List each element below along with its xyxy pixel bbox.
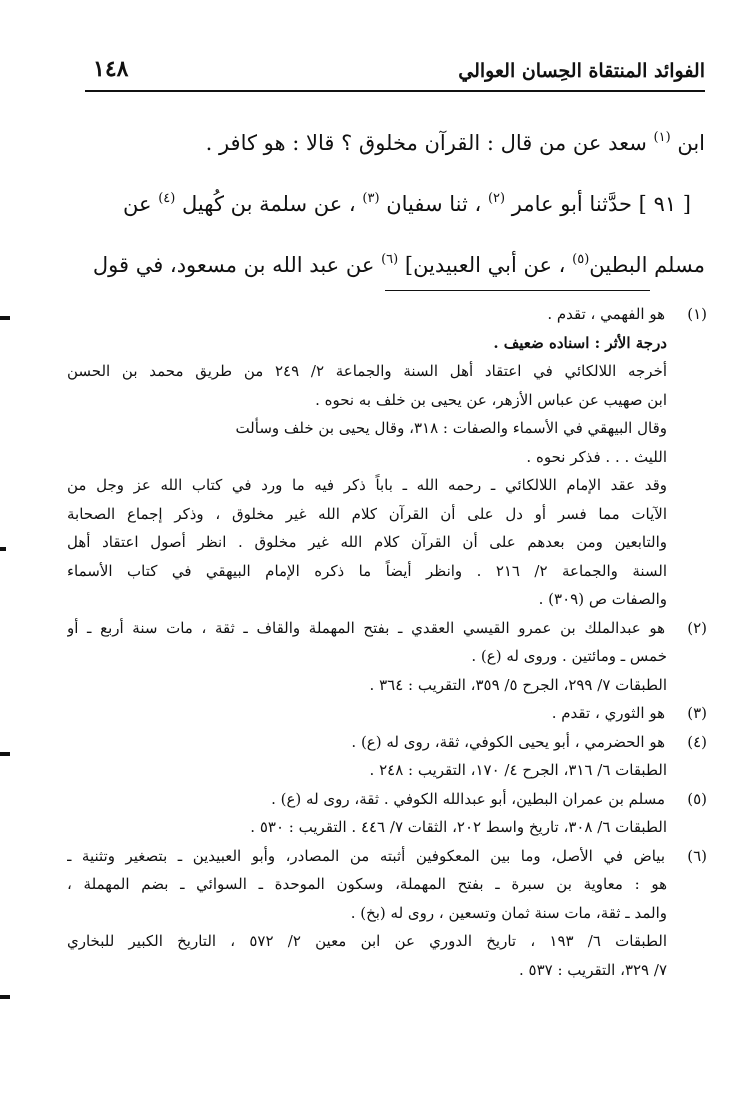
footnote-number: (٣) bbox=[687, 704, 707, 722]
footnote-line bbox=[67, 842, 707, 871]
footnote-line bbox=[67, 785, 707, 814]
footnote-text: والصفات ص (٣٠٩) . bbox=[538, 590, 667, 608]
footnote-number: (١) bbox=[687, 305, 707, 323]
footnote-ref: (١) bbox=[653, 130, 671, 145]
footnote-number: (٥) bbox=[687, 789, 707, 808]
header-rule bbox=[85, 90, 705, 92]
footnote-ref: (٦) bbox=[381, 252, 399, 267]
footnote-text: هو : معاوية بن سبرة ـ بفتح المهملة، وسكون الموحدة ـ السوائي ـ بضم المهملة ، bbox=[67, 875, 667, 893]
footnote-text: درجة الأثر : اسناده ضعيف . bbox=[493, 333, 667, 352]
footnote-line bbox=[67, 614, 707, 643]
footnote-separator bbox=[385, 290, 650, 291]
footnote-text: الليث . . . فذكر نحوه . bbox=[526, 447, 667, 466]
footnote-text: الآيات مما فسر أو دل على أن القرآن كلام الله غير مخلوق ، وذكر إجماع الصحابة bbox=[67, 504, 667, 523]
footnote-text: والتابعين ومن بعدهم على أن القرآن كلام الله غير مخلوق . انظر أصول اعتقاد أهل bbox=[67, 533, 667, 551]
footnote-line bbox=[67, 585, 707, 614]
footnote-line bbox=[67, 813, 707, 842]
footnote-text: وقد عقد الإمام اللالكائي ـ رحمه الله ـ باباً ذكر فيه ما ورد في كتاب الله عز وجل من bbox=[67, 476, 667, 494]
footnote-text: بياض في الأصل، وما بين المعكوفين أثبته من المصادر، وأبو العبيدين ـ بتصغير وتثنية ـ bbox=[67, 846, 665, 865]
footnote-number: (٢) bbox=[687, 618, 707, 637]
footnote-text: والمد ـ ثقة، مات سنة ثمان وتسعين ، روى له (بخ) . bbox=[350, 903, 667, 922]
footnote-line bbox=[67, 471, 707, 500]
main-text-line: ابن $^{(١)}$ سعد عن من قال : القرآن مخلوق ؟ قالا : هو كافر . bbox=[205, 130, 705, 155]
footnote-text: هو عبدالملك بن عمرو القيسي العقدي ـ بفتح المهملة والقاف ـ ثقة ، مات سنة أربع ـ أو bbox=[67, 618, 665, 637]
footnote-line bbox=[67, 329, 707, 358]
footnote-line bbox=[67, 357, 707, 386]
footnote-line bbox=[67, 443, 707, 472]
footnote-line bbox=[67, 927, 707, 956]
footnote-text: السنة والجماعة ٢/ ٢١٦ . وانظر أيضاً ما ذكره الإمام البيهقي في كتاب الأسماء bbox=[67, 561, 668, 580]
main-text bbox=[85, 110, 705, 293]
footnote-text: هو الثوري ، تقدم . bbox=[551, 704, 665, 722]
footnote-text: هو الفهمي ، تقدم . bbox=[547, 305, 665, 323]
scan-edge-mark bbox=[0, 995, 10, 999]
footnote-line bbox=[67, 386, 707, 415]
page-number: ١٤٨ bbox=[93, 56, 129, 82]
footnote-line bbox=[67, 300, 707, 329]
footnote-text: أخرجه اللالكائي في اعتقاد أهل السنة والجماعة ٢/ ٢٤٩ من طريق محمد بن الحسن bbox=[67, 362, 668, 380]
page-header bbox=[85, 50, 705, 90]
footnote-line bbox=[67, 699, 707, 728]
footnote-text: خمس ـ ومائتين . وروى له (ع) . bbox=[471, 647, 667, 665]
main-text-line: [ ٩١ ] حدَّثنا أبو عامر $^{(٢)}$ ، ثنا سفيان $^{(٣)}$ ، عن سلمة بن كُهيل $^{(٤)}$ عن bbox=[123, 191, 691, 216]
footnote-number: (٦) bbox=[687, 846, 707, 865]
footnote-text: الطبقات ٦/ ١٩٣ ، تاريخ الدوري عن ابن معين ٢/ ٥٧٢ ، التاريخ الكبير للبخاري bbox=[67, 932, 668, 950]
footnote-line bbox=[67, 642, 707, 671]
footnote-ref: (٢) bbox=[487, 191, 506, 206]
footnote-line bbox=[67, 956, 707, 985]
footnote-text: الطبقات ٦/ ٣١٦، الجرح ٤/ ١٧٠، التقريب : ٢٤٨ . bbox=[369, 761, 667, 779]
footnote-line bbox=[67, 671, 707, 700]
footnote-number: (٤) bbox=[687, 732, 707, 751]
footnote-text: الطبقات ٦/ ٣٠٨، تاريخ واسط ٢٠٢، الثقات ٧/ ٤٤٦ . التقريب : ٥٣٠ . bbox=[250, 818, 667, 836]
footnote-line bbox=[67, 557, 707, 586]
footnote-text: ٧/ ٣٢٩، التقريب : ٥٣٧ . bbox=[518, 960, 667, 979]
running-title: الفوائد المنتقاة الحِسان العوالي bbox=[458, 60, 705, 82]
footnote-text: مسلم بن عمران البطين، أبو عبدالله الكوفي . ثقة، روى له (ع) . bbox=[271, 789, 665, 808]
footnote-ref: (٤) bbox=[158, 191, 176, 206]
footnote-text: وقال البيهقي في الأسماء والصفات : ٣١٨، وقال يحيى بن خلف وسألت bbox=[235, 419, 667, 437]
main-text-line: مسلم البطين$^{(٥)}$ ، عن أبي العبيدين] $^{(٦)}$ عن عبد الله بن مسعود، في قول bbox=[92, 252, 705, 277]
footnote-line bbox=[67, 899, 707, 928]
footnote-line bbox=[67, 870, 707, 899]
footnote-ref: (٣) bbox=[362, 191, 380, 206]
footnote-line bbox=[67, 528, 707, 557]
footnote-text: الطبقات ٧/ ٢٩٩، الجرح ٥/ ٣٥٩، التقريب : ٣٦٤ . bbox=[369, 675, 667, 694]
footnote-line bbox=[67, 500, 707, 529]
footnote-line bbox=[67, 756, 707, 785]
footnote-line bbox=[67, 414, 707, 443]
scan-edge-mark bbox=[0, 316, 10, 320]
scan-edge-mark bbox=[0, 752, 10, 756]
footnote-text: هو الحضرمي ، أبو يحيى الكوفي، ثقة، روى له (ع) . bbox=[351, 732, 665, 751]
footnote-ref: (٥) bbox=[572, 252, 590, 267]
scan-edge-mark bbox=[0, 547, 6, 551]
footnote-text: ابن صهيب عن عباس الأزهر، عن يحيى بن خلف به نحوه . bbox=[315, 390, 667, 409]
footnote-line bbox=[67, 728, 707, 757]
footnotes bbox=[67, 300, 707, 984]
